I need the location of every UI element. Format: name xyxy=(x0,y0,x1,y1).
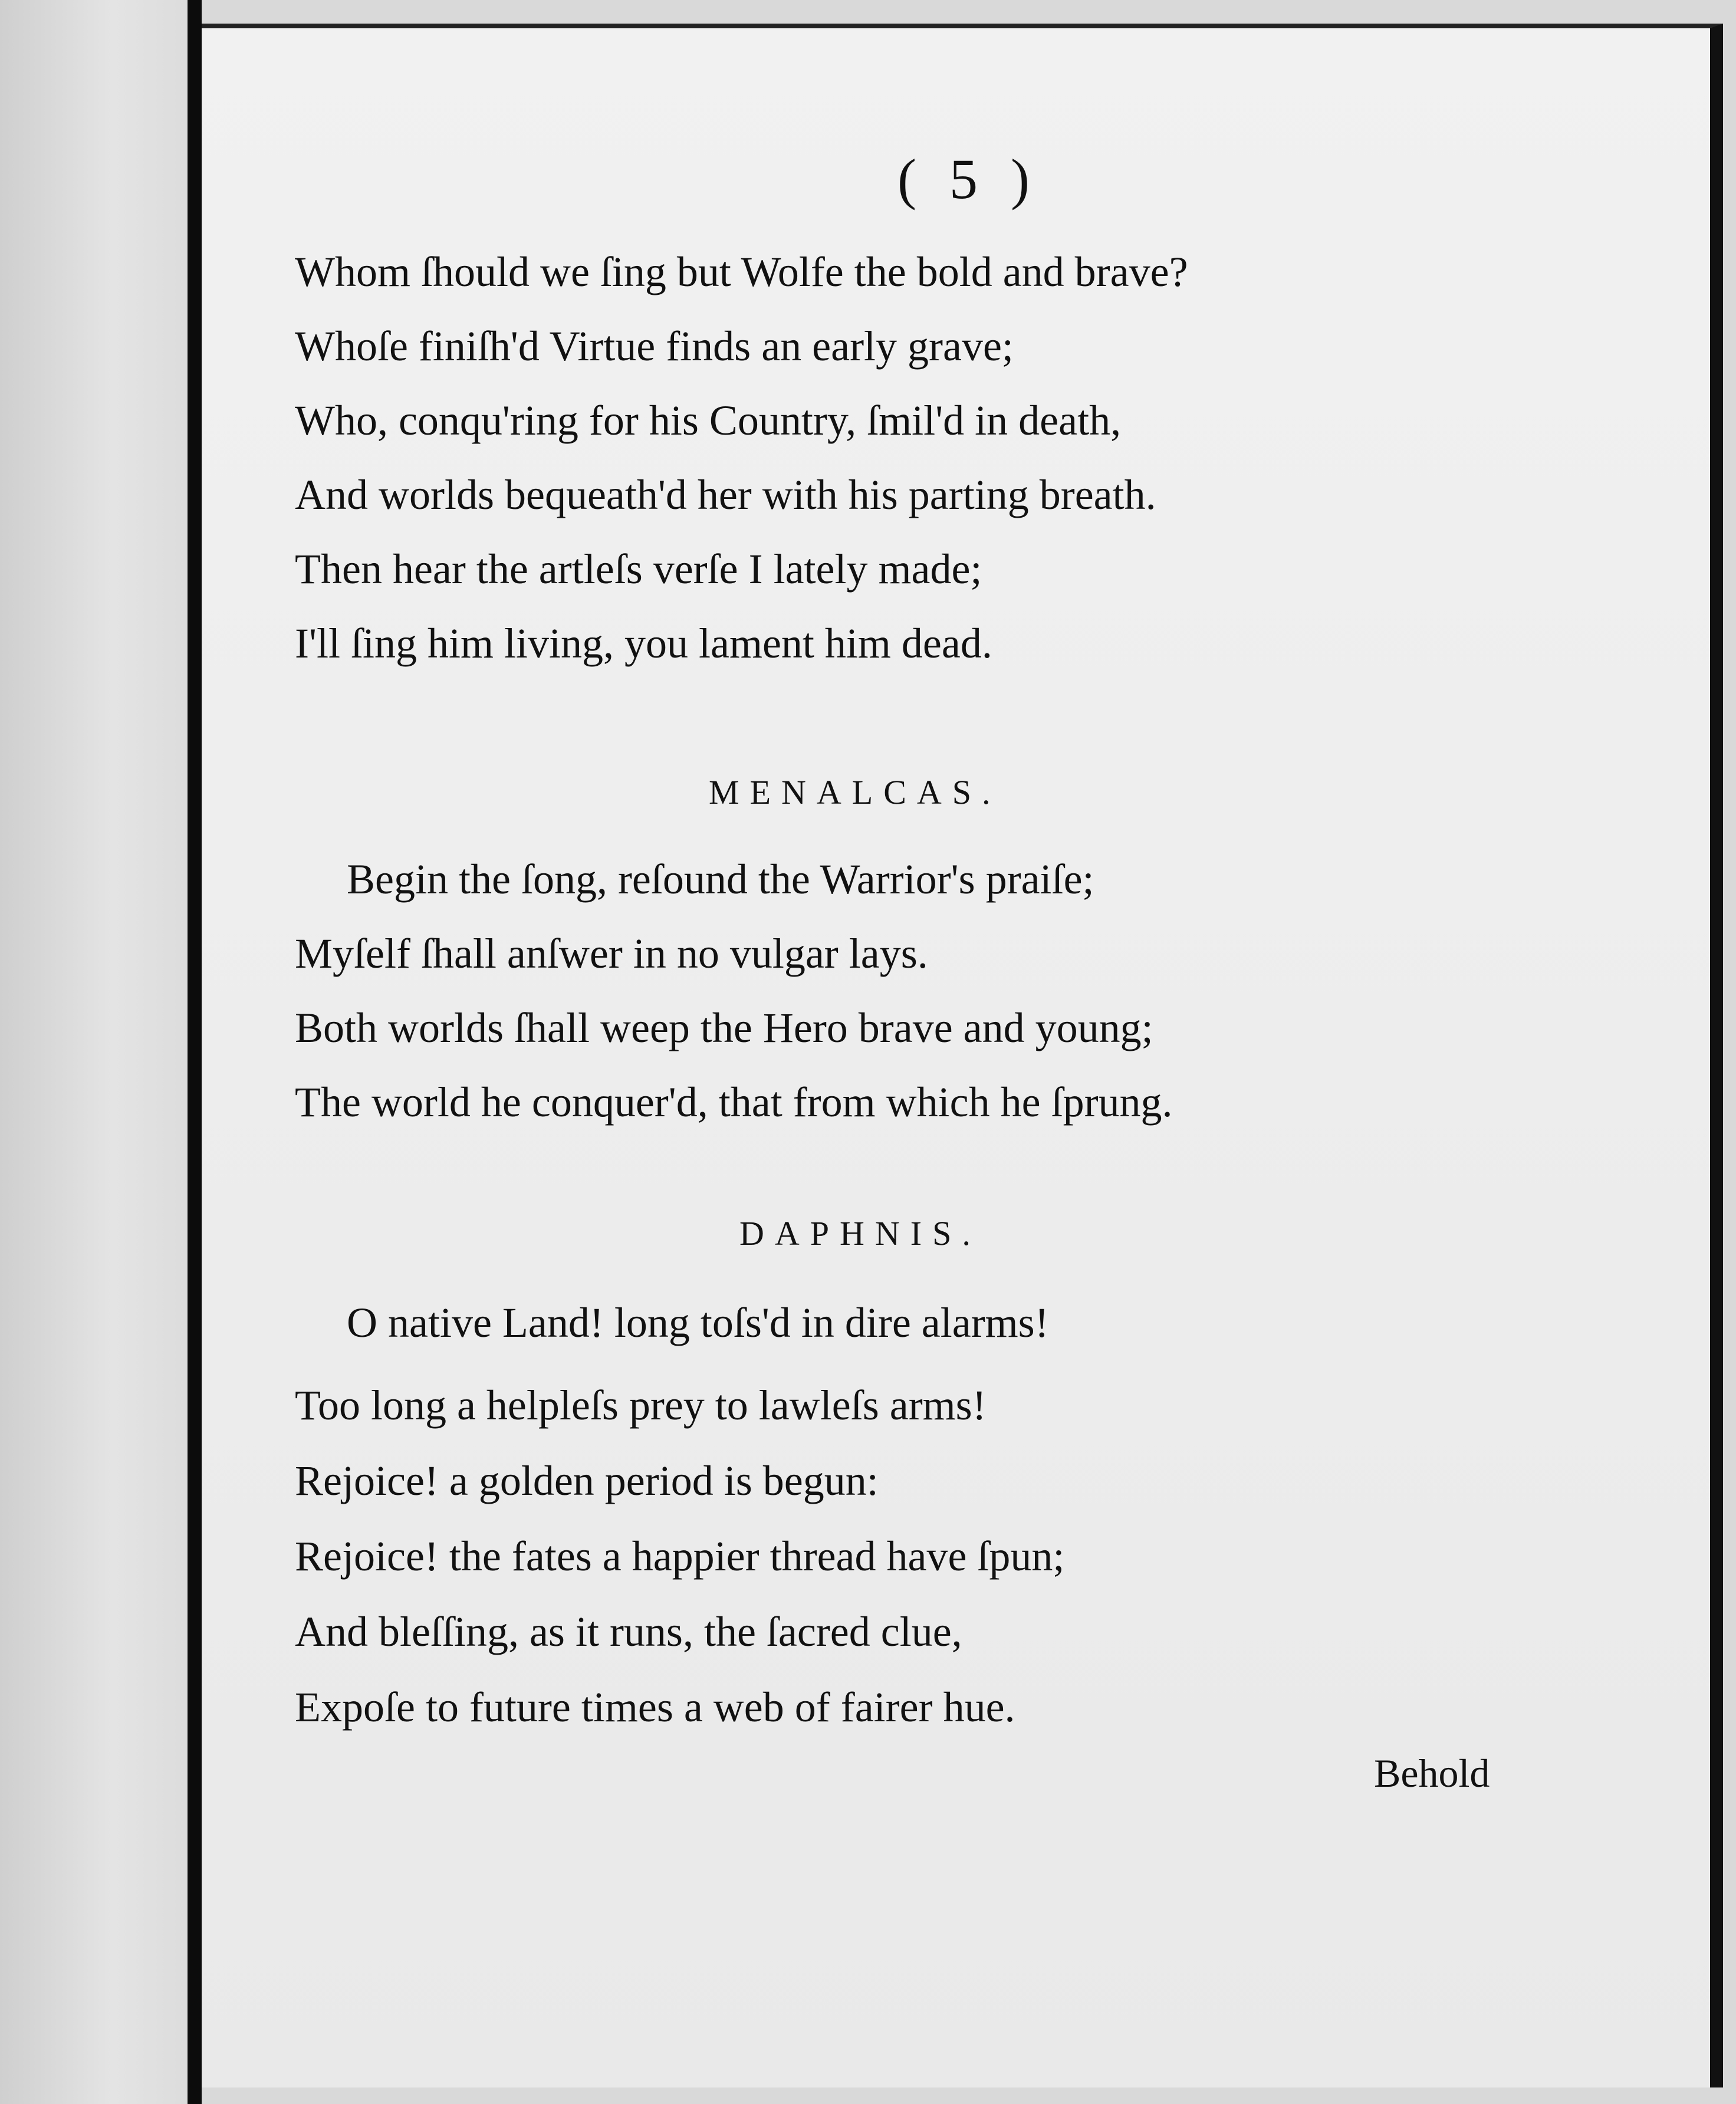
facing-page xyxy=(0,0,188,2104)
verse-line: Whom ſhould we ſing but Wolfe the bold and brave? xyxy=(295,248,1188,295)
verse-line: Rejoice! the fates a happier thread have ſpun; xyxy=(295,1533,1065,1580)
book-page xyxy=(202,24,1723,2087)
verse-line: Expoſe to future times a web of fairer hue. xyxy=(295,1684,1015,1731)
page-text xyxy=(202,28,1710,2087)
page-number: ( 5 ) xyxy=(897,147,1039,211)
speaker-heading: DAPHNIS. xyxy=(739,1214,981,1252)
catchword: Behold xyxy=(1374,1751,1490,1796)
verse-line: O native Land! long toſs'd in dire alarms! xyxy=(347,1299,1049,1346)
verse-line: Rejoice! a golden period is begun: xyxy=(295,1457,879,1504)
verse-line: The world he conquer'd, that from which he ſprung. xyxy=(295,1079,1173,1126)
speaker-heading: MENALCAS. xyxy=(709,773,1001,811)
verse-line: Then hear the artleſs verſe I lately made; xyxy=(295,545,982,593)
verse-line: Too long a helpleſs prey to lawleſs arms! xyxy=(295,1382,987,1429)
verse-line: And worlds bequeath'd her with his parting breath. xyxy=(295,471,1156,518)
verse-line: I'll ſing him living, you lament him dead. xyxy=(295,620,992,667)
verse-line: Begin the ſong, reſound the Warrior's praiſe; xyxy=(347,856,1094,903)
book-spine xyxy=(188,0,202,2104)
verse-line: Both worlds ſhall weep the Hero brave and young; xyxy=(295,1004,1153,1051)
verse-line: Myſelf ſhall anſwer in no vulgar lays. xyxy=(295,930,928,977)
verse-line: Who, conqu'ring for his Country, ſmil'd in death, xyxy=(295,397,1122,444)
verse-line: Whoſe finiſh'd Virtue finds an early grave; xyxy=(295,323,1014,370)
verse-line: And bleſſing, as it runs, the ſacred clue, xyxy=(295,1608,962,1655)
